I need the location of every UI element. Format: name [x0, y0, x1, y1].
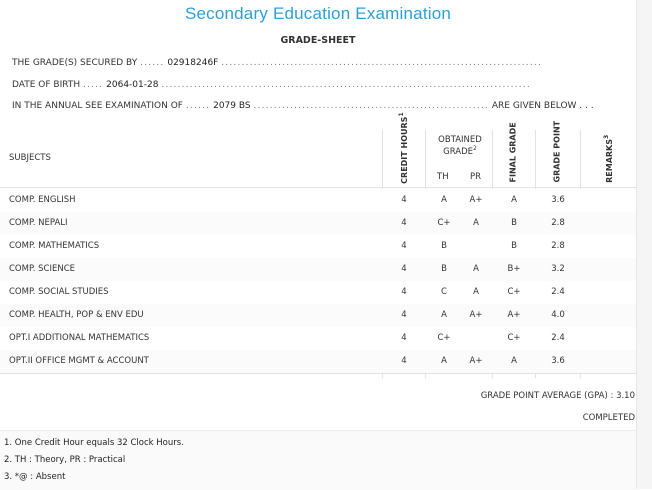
theory-grade-cell: A: [441, 195, 447, 205]
obtained-grade-header: [430, 135, 490, 157]
final-grade-cell: C+: [507, 333, 521, 343]
practical-grade-cell: A+: [469, 195, 483, 205]
th-header: TH: [437, 172, 449, 182]
grade-point-cell: 3.6: [551, 195, 565, 205]
credit-hours-cell: 4: [401, 287, 407, 297]
credit-hours-header: [397, 112, 409, 184]
obtained-grade-sup: 2: [473, 145, 477, 152]
theory-grade-cell: A: [441, 356, 447, 366]
exam-label: IN THE ANNUAL SEE EXAMINATION OF: [12, 101, 183, 111]
grade-point-cell: 2.8: [551, 241, 565, 251]
final-grade-header: FINAL GRADE: [508, 122, 518, 183]
grade-point-cell: 4.0: [551, 310, 565, 320]
secured-by-line: THE GRADE(S) SECURED BY ...... 02918246F ...............................................................................: [12, 58, 543, 68]
theory-grade-cell: A: [441, 310, 447, 320]
subject-name: COMP. SCIENCE: [9, 264, 76, 274]
credit-hours-sup: 1: [398, 112, 406, 117]
theory-grade-cell: C+: [437, 218, 451, 228]
footnote-2: 2. TH : Theory, PR : Practical: [4, 455, 126, 465]
theory-grade-cell: C: [441, 287, 447, 297]
footnote-3: 3. *@ : Absent: [4, 472, 66, 482]
practical-grade-cell: A: [473, 218, 479, 228]
grade-point-cell: 3.2: [551, 264, 565, 274]
theory-grade-cell: B: [441, 241, 447, 251]
practical-grade-cell: A: [473, 287, 479, 297]
dob-line: DATE OF BIRTH ..... 2064-01-28 ...........................................................................................: [12, 80, 531, 90]
secured-by-label: THE GRADE(S) SECURED BY: [12, 58, 138, 68]
practical-grade-cell: A+: [469, 310, 483, 320]
final-grade-cell: A: [511, 356, 517, 366]
grade-point-header: GRADE POINT: [552, 120, 562, 183]
final-grade-cell: B: [511, 241, 517, 251]
exam-value: 2079 BS: [213, 101, 251, 111]
remarks-header: [602, 134, 614, 184]
subject-name: COMP. MATHEMATICS: [9, 241, 100, 251]
subject-name: COMP. HEALTH, POP & ENV EDU: [9, 310, 144, 320]
subject-name: COMP. ENGLISH: [9, 195, 76, 205]
credit-hours-cell: 4: [401, 356, 407, 366]
credit-hours-cell: 4: [401, 310, 407, 320]
practical-grade-cell: A+: [469, 356, 483, 366]
secured-by-value: 02918246F: [167, 58, 219, 68]
result-status: COMPLETED: [582, 413, 635, 423]
subject-name: OPT.I ADDITIONAL MATHEMATICS: [9, 333, 150, 343]
remarks-sup: 3: [603, 134, 611, 139]
dob-label: DATE OF BIRTH: [12, 80, 81, 90]
final-grade-cell: B: [511, 218, 517, 228]
subject-name: COMP. SOCIAL STUDIES: [9, 287, 109, 297]
final-grade-cell: A: [511, 195, 517, 205]
row-divider: [0, 373, 636, 374]
grade-point-cell: 3.6: [551, 356, 565, 366]
grade-point-cell: 2.8: [551, 218, 565, 228]
practical-grade-cell: A: [473, 264, 479, 274]
gpa-summary: GRADE POINT AVERAGE (GPA) : 3.10: [480, 391, 635, 401]
vertical-scrollbar[interactable]: [636, 0, 652, 489]
subject-name: COMP. NEPALI: [9, 218, 68, 228]
page-subtitle: GRADE-SHEET: [280, 35, 356, 46]
grade-point-cell: 2.4: [551, 333, 565, 343]
subject-name: OPT.II OFFICE MGMT & ACCOUNT: [9, 356, 149, 366]
subjects-header: SUBJECTS: [9, 153, 51, 163]
credit-hours-cell: 4: [401, 333, 407, 343]
credit-hours-label: CREDIT HOURS: [399, 116, 409, 184]
final-grade-cell: B+: [507, 264, 521, 274]
theory-grade-cell: C+: [437, 333, 451, 343]
final-grade-cell: C+: [507, 287, 521, 297]
pr-header: PR: [470, 172, 482, 182]
exam-suffix: ARE GIVEN BELOW . . .: [491, 101, 594, 111]
credit-hours-cell: 4: [401, 195, 407, 205]
credit-hours-cell: 4: [401, 264, 407, 274]
grade-point-cell: 2.4: [551, 287, 565, 297]
obtained-grade-label: OBTAINED GRADE: [438, 135, 482, 157]
theory-grade-cell: B: [441, 264, 447, 274]
header-divider: [0, 187, 636, 188]
remarks-label: REMARKS: [604, 138, 614, 183]
credit-hours-cell: 4: [401, 218, 407, 228]
dob-value: 2064-01-28: [106, 80, 159, 90]
page-title: Secondary Education Examination: [184, 4, 452, 23]
credit-hours-cell: 4: [401, 241, 407, 251]
footnote-1: 1. One Credit Hour equals 32 Clock Hours.: [4, 438, 184, 448]
exam-line: IN THE ANNUAL SEE EXAMINATION OF ...... 2079 BS .......................................................... ARE GIVEN BELOW . . .: [12, 101, 594, 111]
final-grade-cell: A+: [507, 310, 521, 320]
